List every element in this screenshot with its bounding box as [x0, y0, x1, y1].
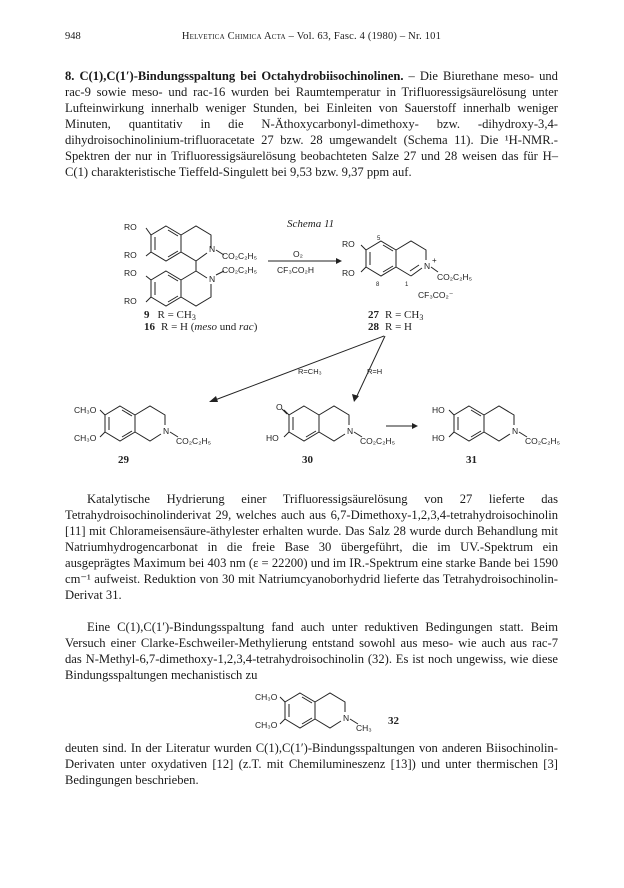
- page-number: 948: [65, 31, 81, 42]
- nitrogen-label: N: [512, 426, 519, 436]
- ester-group: CO₂C₂H₅: [360, 436, 396, 446]
- arrow-label-methyl: R=CH₃: [298, 367, 322, 376]
- reaction-arrow: [268, 249, 342, 275]
- ester-group: CO₂C₂H₅: [176, 436, 212, 446]
- methoxy-group: CH₃O: [255, 720, 278, 730]
- ester-group: CO₂C₂H₅: [222, 265, 258, 275]
- position-8: 8: [376, 282, 380, 288]
- nitrogen-label: N: [347, 426, 354, 436]
- compound-29-structure: [74, 405, 211, 466]
- biisoquinoline-structure: [124, 222, 257, 306]
- body-paragraph-4: deuten sind. In der Literatur wurden C(1),C(1′)-Bindungsspaltungen von anderen Biisochinolin-Derivaten unter oxydativen [12] (z.T. mit Chemilumineszenz [13]) und unter thermischen [3] Bedingungen beschrieben.: [65, 741, 558, 787]
- ester-group: CO₂C₂H₅: [437, 272, 473, 282]
- hydroxy-group: HO: [432, 405, 445, 415]
- dihydroisoquinolinium-structure: [342, 236, 472, 300]
- compound-label-30: 30: [302, 454, 313, 466]
- substituent-ro: RO: [124, 296, 137, 306]
- position-1: 1: [405, 282, 409, 288]
- reagent-acid: CF₃CO₂H: [277, 265, 314, 275]
- nitrogen-label: N: [209, 244, 216, 254]
- section-heading: 8. C(1),C(1′)-Bindungsspaltung bei Octahydrobiisochinolinen.: [65, 69, 404, 83]
- scheme-title: Schema 11: [287, 218, 335, 230]
- caption-28: 28 R = H: [368, 321, 412, 333]
- substituent-ro: RO: [342, 268, 355, 278]
- carbonyl-oxygen: O: [276, 402, 283, 412]
- body-paragraph-3: Eine C(1),C(1′)-Bindungsspaltung fand auch unter reduktiven Bedingungen statt. Beim Versuch einer Clarke-Eschweiler-Methylierung entstand sowohl aus meso- wie auch aus rac-7 das N-Methyl-6,7-dimethoxy-1,2,3,4-tetrahydroisochinolin (32). Es ist noch ungewiss, wie diese Bindungsspaltungen mechanistisch zu: [65, 620, 558, 682]
- nitrogen-label: N: [163, 426, 170, 436]
- reagent-oxygen: O₂: [293, 249, 303, 259]
- compound-label-32: 32: [388, 715, 399, 727]
- substituent-ro: RO: [124, 250, 137, 260]
- methoxy-group: CH₃O: [255, 692, 278, 702]
- compound-label-29: 29: [118, 454, 129, 466]
- compound-label-31: 31: [466, 454, 477, 466]
- position-5: 5: [377, 236, 381, 242]
- compound-32-structure: [255, 692, 400, 733]
- ester-group: CO₂C₂H₅: [222, 251, 258, 261]
- nitrogen-label: N: [424, 261, 431, 271]
- substituent-ro: RO: [124, 268, 137, 278]
- methyl-group: CH₃: [356, 723, 372, 733]
- caption-9: 9 R = CH3: [144, 309, 196, 322]
- caption-27: 27 R = CH3: [368, 309, 424, 322]
- nitrogen-label: N: [343, 713, 350, 723]
- caption-16: 16 R = H (meso und rac): [144, 321, 258, 333]
- arrow-label-hydrogen: R=H: [367, 367, 383, 376]
- counterion-trifluoroacetate: CF₃CO₂⁻: [418, 290, 454, 300]
- nitrogen-label: N: [209, 274, 216, 284]
- section-text: – Die Biurethane meso- und rac-9 sowie meso- und rac-16 wurden bei Raumtemperatur in Trifluoressigsäurelösung unter Lufteinwirkung innerhalb weniger Stunden, bei Einleiten von Sauerstoff innerhalb weniger Minuten, quantitativ in die N-Äthoxycarbonyl-dimethoxy- bzw. -dihydroxy-3,4-dihydroisochinolinium-trifluoracetate 27 bzw. 28 umgewandelt (Schema 11). Die ¹H-NMR.-Spektren der nur in Trifluoressigsäurelösung beobachteten Salze 27 und 28 weisen das für H–C(1) charakteristische Tieffeld-Singulett bei 9,53 bzw. 9,37 ppm auf.: [65, 69, 558, 179]
- diagonal-arrows: [209, 336, 385, 402]
- ester-group: CO₂C₂H₅: [525, 436, 561, 446]
- journal-name: Helvetica Chimica Acta: [181, 31, 286, 42]
- body-paragraph-2: Katalytische Hydrierung einer Trifluoressigsäurelösung von 27 lieferte das Tetrahydroisochinolinderivat 29, welches auch aus 6,7-Dimethoxy-1,2,3,4-tetrahydroisochinolin [11] mit Chlorameisensäure-äthylester erhalten wurde. Das Salz 28 wurde durch Behandlung mit Natriumhydrogencarbonat in die freie Base 30 übergeführt, die im UV.-Spektrum ein ausgeprägtes Maximum bei 403 nm (ε = 22200) und im IR.-Spektrum eine starke Bande bei 1590 cm⁻¹ aufweist. Reduktion von 30 mit Natriumcyanoborhydrid lieferte das Tetrahydroisochinolin-Derivat 31.: [65, 492, 558, 602]
- compound-31-structure: [432, 405, 560, 466]
- journal-volume: – Vol. 63, Fasc. 4 (1980) – Nr. 101: [288, 31, 442, 42]
- compound-30-structure: [266, 402, 395, 466]
- substituent-ro: RO: [342, 239, 355, 249]
- positive-charge: +: [432, 256, 437, 265]
- methoxy-group: CH₃O: [74, 405, 97, 415]
- hydroxy-group: HO: [266, 433, 279, 443]
- methoxy-group: CH₃O: [74, 433, 97, 443]
- substituent-ro: RO: [124, 222, 137, 232]
- hydroxy-group: HO: [432, 433, 445, 443]
